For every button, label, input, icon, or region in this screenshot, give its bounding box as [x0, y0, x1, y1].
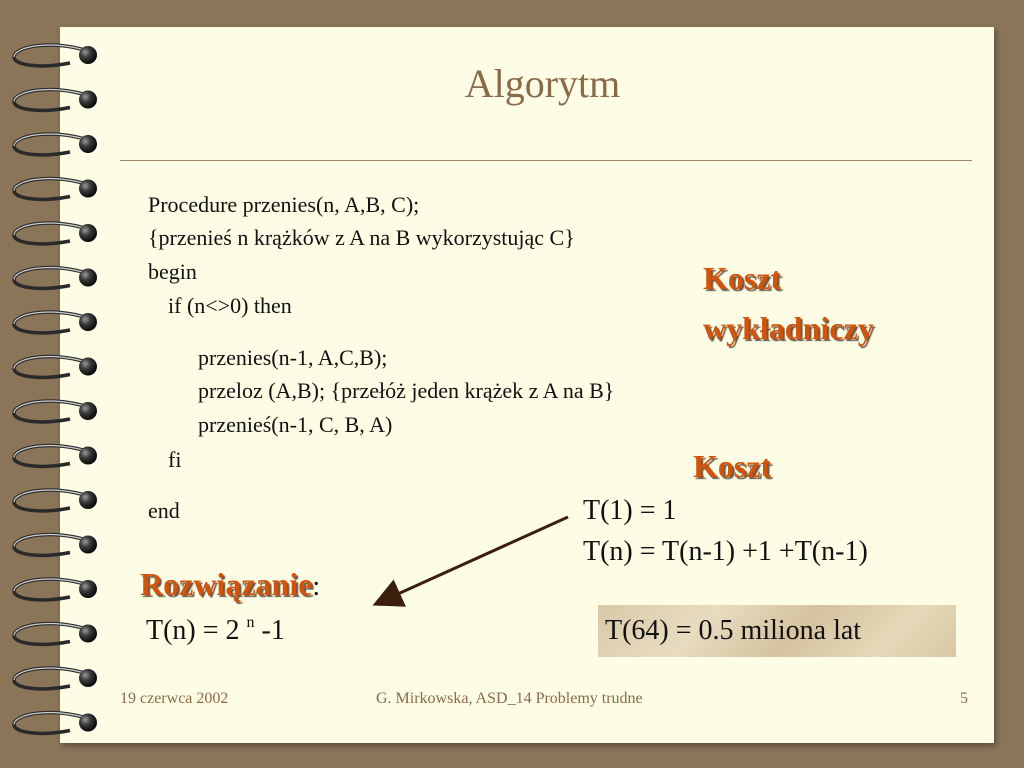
koszt-label: Koszt: [693, 448, 772, 484]
rozwiazanie-heading: [140, 566, 320, 603]
code-line-recursive-call-2: przenieś(n-1, C, B, A): [198, 412, 393, 437]
code-line-if: if (n<>0) then: [168, 293, 292, 318]
code-line-comment: {przenieś n krążków z A na B wykorzystując C}: [148, 225, 575, 250]
koszt-wykladniczy-line2: wykładniczy: [703, 310, 874, 346]
footer-author: G. Mirkowska, ASD_14 Problemy trudne: [376, 690, 643, 707]
koszt-wykladniczy-line1: Koszt: [703, 260, 782, 296]
footer-date: 19 czerwca 2002: [120, 690, 229, 707]
code-line-begin: begin: [148, 259, 197, 284]
t64-result: T(64) = 0.5 miliona lat: [605, 615, 862, 646]
code-line-recursive-call-1: przenies(n-1, A,C,B);: [198, 345, 388, 370]
solution-base: T(n) = 2: [146, 615, 240, 646]
solution-exponent: n: [246, 614, 255, 631]
rozwiazanie-label: Rozwiązanie: [140, 566, 313, 602]
spiral-binding: [0, 0, 120, 768]
code-line-fi: fi: [168, 447, 182, 472]
solution-formula: [146, 614, 285, 647]
code-line-procedure: Procedure przenies(n, A,B, C);: [148, 192, 420, 217]
recurrence-step: T(n) = T(n-1) +1 +T(n-1): [583, 536, 868, 567]
code-line-move: przeloz (A,B); {przełóż jeden krążek z A na B}: [198, 378, 615, 403]
rozwiazanie-colon: :: [312, 571, 321, 602]
code-line-end: end: [148, 498, 180, 523]
title-divider: [120, 160, 972, 161]
footer-page-number: 5: [960, 690, 968, 707]
recurrence-base: T(1) = 1: [583, 495, 677, 526]
slide-title: Algorytm: [464, 61, 621, 106]
solution-tail: -1: [261, 615, 285, 646]
